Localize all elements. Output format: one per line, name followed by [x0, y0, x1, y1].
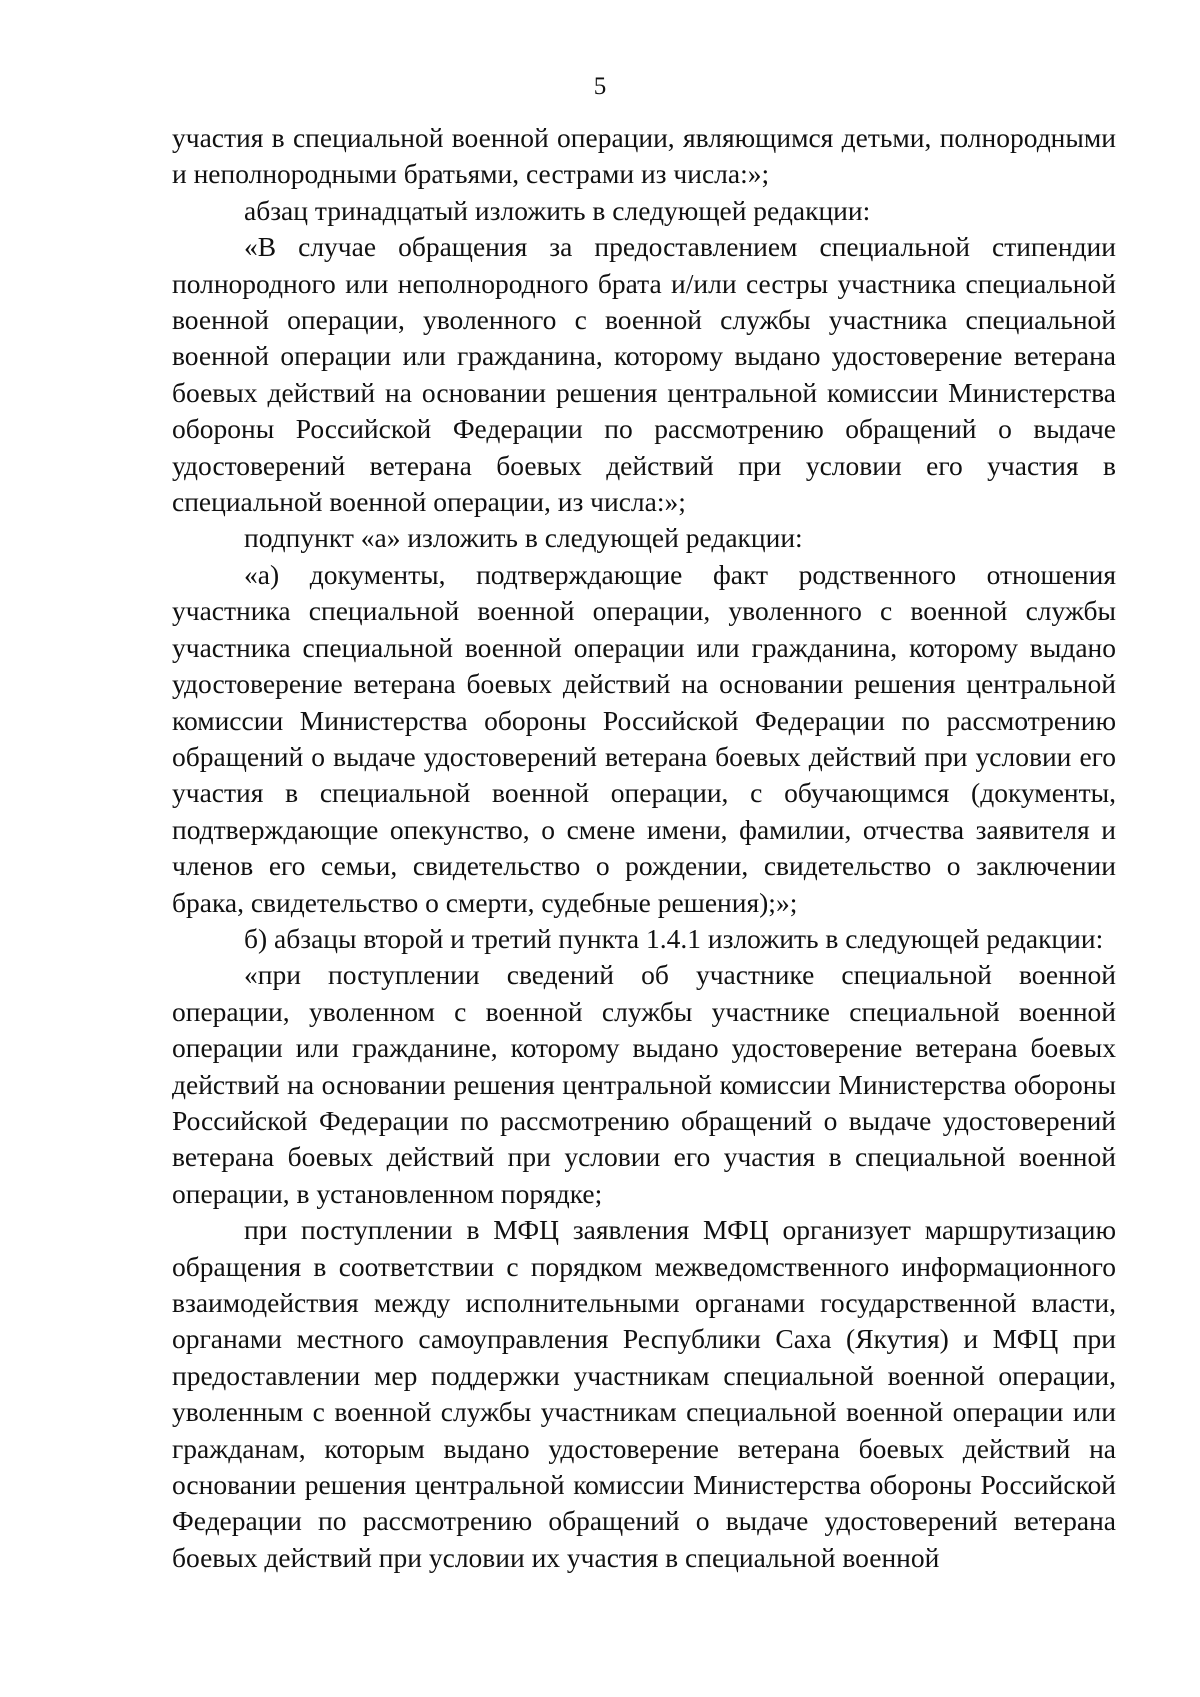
- paragraph-amendment-instruction: абзац тринадцатый изложить в следующей редакции:: [244, 194, 871, 226]
- paragraph-continuation: участия в специальной военной операции, являющимся детьми, полнородными и неполнородными братьями, сестрами из числа:»;: [172, 122, 1116, 190]
- paragraph-amendment-instruction: б) абзацы второй и третий пункта 1.4.1 изложить в следующей редакции:: [244, 922, 1104, 954]
- paragraph-amendment-instruction: подпункт «а» изложить в следующей редакции:: [244, 522, 803, 554]
- page-number: 5: [593, 73, 607, 100]
- paragraph-quoted-text: «а) документы, подтверждающие факт родственного отношения участника специальной военной операции, уволенного с военной службы участника специальной военной операции или гражданина, которому выдано удостоверение ветерана боевых действий на основании решения центральной комиссии Министерства обороны Российской Федерации по рассмотрению обращений о выдаче удостоверений ветерана боевых действий при условии его участия в специальной военной операции, с обучающимся (документы, подтверждающие опекунство, о смене имени, фамилии, отчества заявителя и членов его семьи, свидетельство о рождении, свидетельство о заключении брака, свидетельство о смерти, судебные решения);»;: [172, 558, 1116, 918]
- paragraph-quoted-text: «В случае обращения за предоставлением специальной стипендии полнородного или неполнородного брата и/или сестры участника специальной военной операции, уволенного с военной службы участника специальной военной операции или гражданина, которому выдано удостоверение ветерана боевых действий на основании решения центральной комиссии Министерства обороны Российской Федерации по рассмотрению обращений о выдаче удостоверений ветерана боевых действий при условии его участия в специальной военной операции, из числа:»;: [172, 231, 1116, 518]
- paragraph-quoted-text: при поступлении в МФЦ заявления МФЦ организует маршрутизацию обращения в соответствии с порядком межведомственного информационного взаимодействия между исполнительными органами государственной власти, органами местного самоуправления Республики Саха (Якутия) и МФЦ при предоставлении мер поддержки участникам специальной военной операции, уволенным с военной службы участникам специальной военной операции или гражданам, которым выдано удостоверение ветерана боевых действий на основании решения центральной комиссии Министерства обороны Российской Федерации по рассмотрению обращений о выдаче удостоверений ветерана боевых действий при условии их участия в специальной военной: [172, 1214, 1116, 1573]
- paragraph-quoted-text: «при поступлении сведений об участнике специальной военной операции, уволенном с военной службы участнике специальной военной операции или гражданине, которому выдано удостоверение ветерана боевых действий на основании решения центральной комиссии Министерства обороны Российской Федерации по рассмотрению обращений о выдаче удостоверений ветерана боевых действий при условии его участия в специальной военной операции, в установленном порядке;: [172, 959, 1116, 1209]
- document-body: [172, 120, 1116, 1576]
